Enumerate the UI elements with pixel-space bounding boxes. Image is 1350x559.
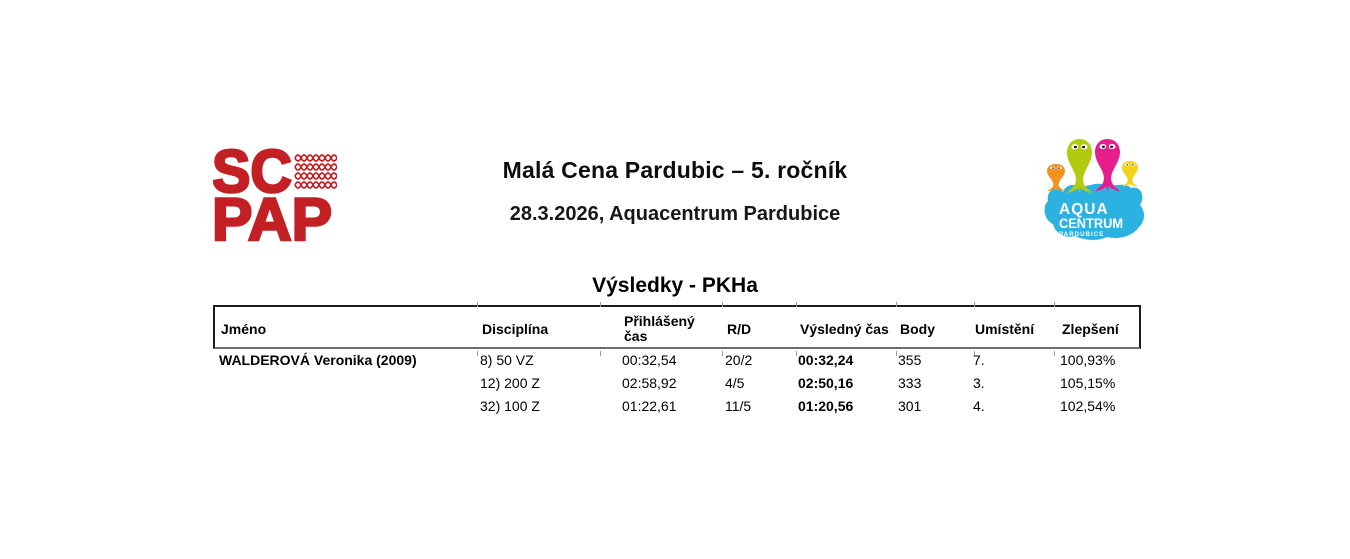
column-tick [600,302,601,307]
aqua-fish-orange-icon [1047,164,1065,191]
scpap-logo-line2: PAP [213,186,332,243]
cell-improvement: 105,15% [1060,375,1116,391]
page-subtitle: 28.3.2026, Aquacentrum Pardubice [509,203,841,225]
cell-entry-time: 01:22,61 [622,398,677,414]
cell-discipline: 12) 200 Z [480,375,540,391]
table-row [213,349,1141,372]
cell-discipline: 8) 50 VZ [480,352,534,368]
scpap-logo-line1: SC [213,147,292,205]
results-heading: Výsledky - PKHa [592,274,758,297]
cell-name: WALDEROVÁ Veronika (2009) [219,352,417,368]
cell-rd: 4/5 [725,375,745,391]
cell-points: 355 [898,352,922,368]
results-table [213,305,1141,435]
cell-rd: 11/5 [725,398,752,414]
cell-place: 3. [973,375,985,391]
aqua-logo-line1: AQUA [1059,201,1109,218]
cell-rd: 20/2 [725,352,753,368]
header-vysledny-cas: Výsledný čas [800,320,889,337]
page-title: Malá Cena Pardubic – 5. ročník [502,157,848,183]
header-umisteni: Umístění [975,320,1035,337]
cell-points: 333 [898,375,922,391]
header-jmeno: Jméno [221,320,267,337]
column-tick [1054,302,1055,307]
header-disciplina: Disciplína [482,320,549,337]
cell-final-time: 02:50,16 [798,375,854,391]
cell-improvement: 102,54% [1060,398,1116,414]
column-tick [722,302,723,307]
column-tick [896,302,897,307]
cell-name [219,395,471,418]
aqua-logo-line3: PARDUBICE [1059,231,1105,238]
cell-place: 7. [973,352,985,368]
cell-entry-time: 02:58,92 [622,375,677,391]
cell-place: 4. [973,398,985,414]
header-prihlaseny-cas: Přihlášený čas [624,313,695,344]
header-zlepseni: Zlepšení [1062,320,1119,337]
cell-discipline: 32) 100 Z [480,398,540,414]
header-body: Body [900,320,935,337]
aqua-fish-pink-icon [1095,139,1120,192]
table-row [213,372,1141,395]
cell-name [219,372,471,395]
aqua-logo-line2: CENTRUM [1059,215,1123,231]
cell-final-time: 01:20,56 [798,398,854,414]
aquacentrum-logo-graphic [1042,136,1150,244]
column-tick [796,302,797,307]
header-rd: R/D [727,320,752,337]
column-tick [974,302,975,307]
cell-entry-time: 00:32,54 [622,352,677,368]
column-tick [477,302,478,307]
table-header-row [213,305,1141,349]
cell-points: 301 [898,398,922,414]
table-row [213,395,1141,418]
cell-final-time: 00:32,24 [798,352,854,368]
cell-improvement: 100,93% [1060,352,1116,368]
aquacentrum-logo [1042,136,1150,249]
aqua-fish-yellow-icon [1122,161,1138,187]
